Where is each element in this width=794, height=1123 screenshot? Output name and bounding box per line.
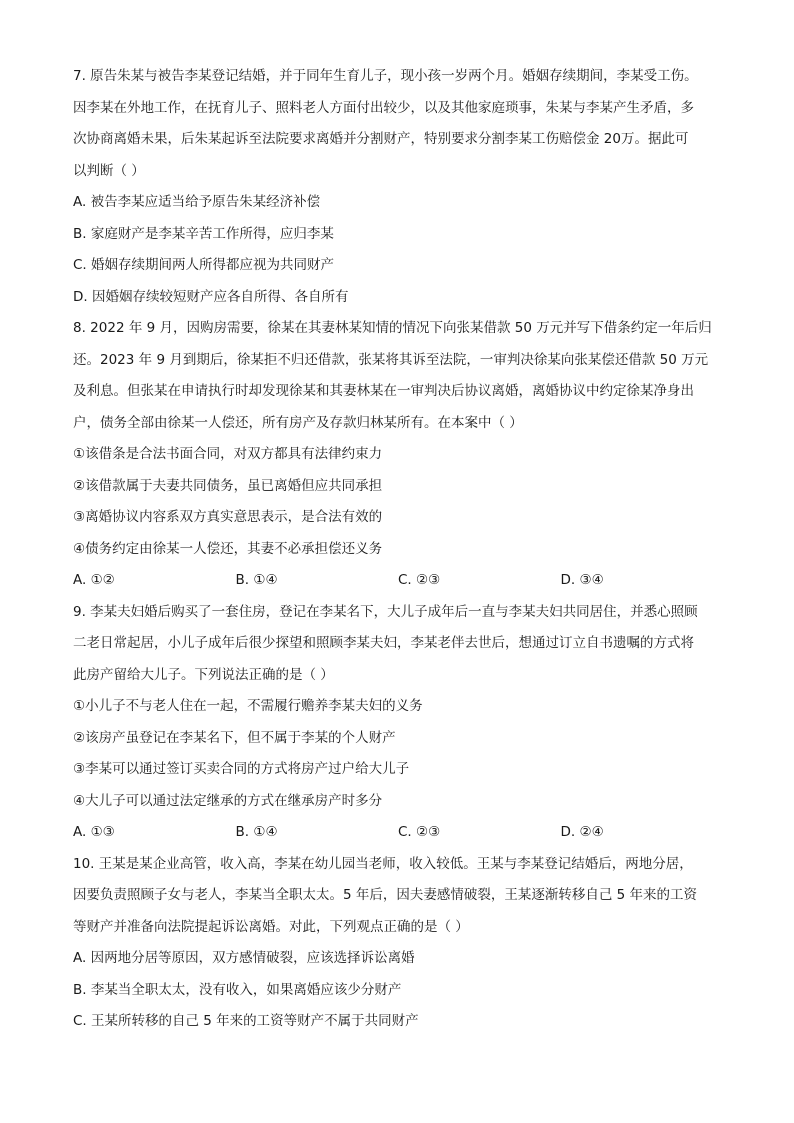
q9-stem-line: 9. 李某夫妇婚后购买了一套住房，登记在李某名下，大儿子成年后一直与李某夫妇共同居住，并悉心照顾: [73, 603, 698, 620]
q9-option-b: B. ①④: [235, 824, 278, 840]
q9-statement-2: ②该房产虽登记在李某名下，但不属于李某的个人财产: [73, 729, 396, 746]
q7-option-d: D. 因婚姻存续较短财产应各自所得、各自所有: [73, 288, 349, 305]
q9-option-d: D. ②④: [560, 824, 604, 840]
q9-option-a: A. ①③: [73, 824, 115, 840]
q9-option-c: C. ②③: [398, 824, 441, 840]
q8-stem-line: 户，债务全部由徐某一人偿还，所有房产及存款归林某所有。在本案中（ ）: [73, 414, 523, 431]
q8-stem-line: 还。2023 年 9 月到期后，徐某拒不归还借款，张某将其诉至法院，一审判决徐某向张某偿还借款 50 万元: [73, 351, 709, 368]
q8-statement-3: ③离婚协议内容系双方真实意思表示，是合法有效的: [73, 509, 383, 525]
exam-page: [73, 61, 723, 1038]
q9-stem-line: 二老日常起居，小儿子成年后很少探望和照顾李某夫妇，李某老伴去世后，想通过订立自书遗嘱的方式将: [73, 635, 694, 651]
q7-option-b: B. 家庭财产是李某辛苦工作所得，应归李某: [73, 225, 334, 242]
q8-options: [73, 565, 723, 597]
q9-statement-3: ③李某可以通过签订买卖合同的方式将房产过户给大儿子: [73, 761, 410, 777]
q10-option-b: B. 李某当全职太太，没有收入，如果离婚应该少分财产: [73, 981, 402, 998]
q8-option-c: C. ②③: [398, 572, 441, 588]
question-7: [73, 61, 723, 313]
q8-statement-2: ②该借款属于夫妻共同债务，虽已离婚但应共同承担: [73, 477, 383, 494]
q10-stem-line: 因要负责照顾子女与老人，李某当全职太太。5 年后，因夫妻感情破裂，王某逐渐转移自己 5 年来的工资: [73, 887, 698, 903]
q7-stem-line: 7. 原告朱某与被告李某登记结婚，并于同年生育儿子，现小孩一岁两个月。婚姻存续期间，李某受工伤。: [73, 68, 698, 84]
q8-option-b: B. ①④: [235, 572, 278, 588]
q10-option-c: C. 王某所转移的自己 5 年来的工资等财产不属于共同财产: [73, 1013, 419, 1029]
q8-statement-4: ④债务约定由徐某一人偿还，其妻不必承担偿还义务: [73, 540, 383, 557]
q9-stem-line: 此房产留给大儿子。下列说法正确的是（ ）: [73, 666, 334, 683]
q10-stem-line: 等财产并准备向法院提起诉讼离婚。对此，下列观点正确的是（ ）: [73, 918, 469, 935]
q9-statement-4: ④大儿子可以通过法定继承的方式在继承房产时多分: [73, 792, 383, 809]
q8-option-a: A. ①②: [73, 572, 115, 588]
q8-option-d: D. ③④: [560, 572, 604, 588]
question-10: [73, 849, 723, 1038]
q7-stem-line: 次协商离婚未果，后朱某起诉至法院要求离婚并分割财产，特别要求分割李某工伤赔偿金 20万。据此可: [73, 131, 689, 147]
q8-stem-line: 8. 2022 年 9 月，因购房需要，徐某在其妻林某知情的情况下向张某借款 50 万元并写下借条约定一年后归: [73, 320, 712, 336]
q8-stem-line: 及利息。但张某在申请执行时却发现徐某和其妻林某在一审判决后协议离婚，离婚协议中约定徐某净身出: [73, 383, 694, 399]
q7-option-a: A. 被告李某应适当给予原告朱某经济补偿: [73, 194, 321, 210]
q10-stem-line: 10. 王某是某企业高管，收入高，李某在幼儿园当老师，收入较低。王某与李某登记结婚后，两地分居，: [73, 855, 693, 872]
q7-stem-line: 因李某在外地工作，在抚育儿子、照料老人方面付出较少，以及其他家庭琐事，朱某与李某产生矛盾，多: [73, 99, 694, 116]
question-9: [73, 597, 723, 849]
q7-stem-line: 以判断（ ）: [73, 162, 145, 179]
q9-statement-1: ①小儿子不与老人住在一起，不需履行赡养李某夫妇的义务: [73, 698, 423, 714]
q10-option-a: A. 因两地分居等原因，双方感情破裂，应该选择诉讼离婚: [73, 950, 415, 966]
q8-statement-1: ①该借条是合法书面合同，对双方都具有法律约束力: [73, 446, 383, 462]
q7-option-c: C. 婚姻存续期间两人所得都应视为共同财产: [73, 257, 335, 273]
q9-options: [73, 817, 723, 849]
question-8: [73, 313, 723, 597]
